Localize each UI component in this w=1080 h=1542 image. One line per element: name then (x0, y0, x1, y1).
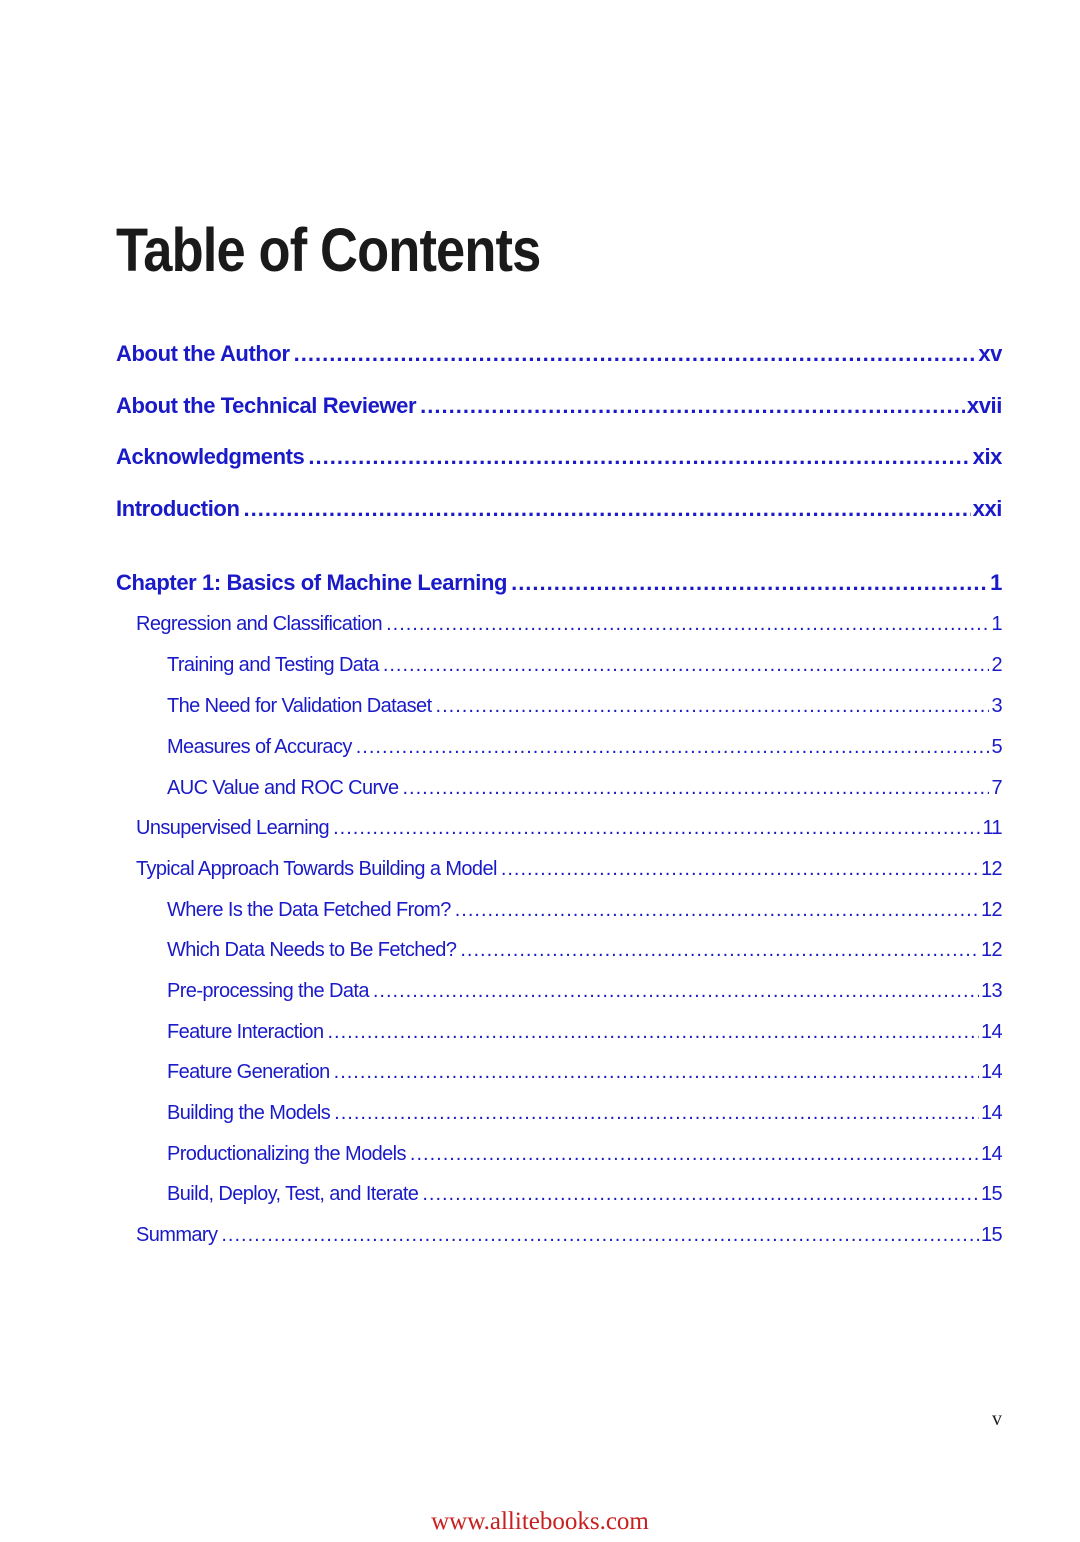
dot-leader (420, 391, 965, 421)
dot-leader (294, 339, 977, 369)
toc-entry-where-is-data-fetched[interactable] (167, 897, 1002, 923)
toc-entry-title: Introduction (116, 496, 240, 521)
toc-page-number: 15 (980, 1183, 1002, 1205)
toc-page-number: 2 (991, 654, 1002, 676)
toc-entry-which-data-needs-fetching[interactable] (167, 937, 1002, 963)
toc-entry-feature-generation[interactable] (167, 1059, 1002, 1085)
toc-entry-title: Acknowledgments (116, 444, 305, 469)
toc-entry-regression-and-classification[interactable] (136, 611, 1002, 637)
toc-page-number: 7 (991, 777, 1002, 799)
dot-leader (410, 1141, 979, 1167)
toc-entry-title: Which Data Needs to Be Fetched? (167, 939, 457, 961)
toc-page-number: xvii (966, 393, 1002, 418)
toc-page-number: 13 (980, 980, 1002, 1002)
toc-entry-title: Unsupervised Learning (136, 817, 330, 839)
dot-leader (373, 978, 979, 1004)
toc-page-number: 5 (991, 736, 1002, 758)
watermark-url: www.allitebooks.com (431, 1508, 649, 1535)
toc-entry-title: Build, Deploy, Test, and Iterate (167, 1183, 419, 1205)
page-folio: v (992, 1408, 1002, 1430)
toc-entry-title: About the Author (116, 341, 290, 366)
toc-entry-title: Where Is the Data Fetched From? (167, 899, 451, 921)
toc-page-number: 12 (980, 899, 1002, 921)
dot-leader (422, 1181, 979, 1207)
page-title: Table of Contents (116, 216, 541, 284)
toc-entry-measures-of-accuracy[interactable] (167, 734, 1002, 760)
toc-entry-title: The Need for Validation Dataset (167, 695, 432, 717)
toc-page-number: 14 (980, 1021, 1002, 1043)
dot-leader (356, 734, 990, 760)
toc-entry-title: Training and Testing Data (167, 654, 379, 676)
toc-page-number: 3 (991, 695, 1002, 717)
toc-entry-title: Feature Interaction (167, 1021, 324, 1043)
toc-entry-typical-approach[interactable] (136, 856, 1002, 882)
toc-entry-about-the-technical-reviewer[interactable] (116, 391, 1002, 421)
toc-page-number: 14 (980, 1102, 1002, 1124)
toc-entry-pre-processing-the-data[interactable] (167, 978, 1002, 1004)
dot-leader (244, 494, 971, 524)
toc-entry-title: AUC Value and ROC Curve (167, 777, 399, 799)
toc-page-number: 1 (991, 613, 1002, 635)
dot-leader (436, 693, 990, 719)
toc-entry-acknowledgments[interactable] (116, 442, 1002, 472)
toc-page-number: xxi (972, 496, 1002, 521)
toc-entry-about-the-author[interactable] (116, 339, 1002, 369)
dot-leader (308, 442, 970, 472)
toc-page-number: 14 (980, 1143, 1002, 1165)
toc-page-number: xv (978, 341, 1002, 366)
dot-leader (511, 568, 988, 598)
toc-entry-title: Regression and Classification (136, 613, 383, 635)
dot-leader (221, 1222, 979, 1248)
toc-entry-chapter-1[interactable] (116, 568, 1002, 598)
dot-leader (386, 611, 989, 637)
toc-entry-feature-interaction[interactable] (167, 1019, 1002, 1045)
dot-leader (460, 937, 979, 963)
toc-entry-title: Building the Models (167, 1102, 331, 1124)
dot-leader (455, 897, 979, 923)
toc-page-number: 1 (990, 570, 1002, 595)
toc-entry-need-for-validation-dataset[interactable] (167, 693, 1002, 719)
toc-page-number: 15 (980, 1224, 1002, 1246)
toc-entry-title: Feature Generation (167, 1061, 330, 1083)
toc-entry-title: Pre-processing the Data (167, 980, 369, 1002)
dot-leader (383, 652, 990, 678)
toc-entry-summary[interactable] (136, 1222, 1002, 1248)
dot-leader (334, 1059, 979, 1085)
toc-entry-build-deploy-test-iterate[interactable] (167, 1181, 1002, 1207)
dot-leader (327, 1019, 978, 1045)
toc-entry-title: About the Technical Reviewer (116, 393, 417, 418)
toc-entry-unsupervised-learning[interactable] (136, 815, 1002, 841)
toc-entry-auc-value-and-roc-curve[interactable] (167, 775, 1002, 801)
dot-leader (501, 856, 979, 882)
toc-entry-building-the-models[interactable] (167, 1100, 1002, 1126)
toc-page-number: 11 (982, 817, 1002, 839)
toc-entry-title: Productionalizing the Models (167, 1143, 406, 1165)
toc-entry-title: Measures of Accuracy (167, 736, 352, 758)
toc-entry-introduction[interactable] (116, 494, 1002, 524)
toc-entry-training-and-testing-data[interactable] (167, 652, 1002, 678)
toc-entry-title: Chapter 1: Basics of Machine Learning (116, 570, 508, 595)
toc-entry-productionalizing-the-models[interactable] (167, 1141, 1002, 1167)
toc-page-number: xix (972, 444, 1002, 469)
toc-entry-title: Typical Approach Towards Building a Model (136, 858, 497, 880)
toc-page-number: 14 (980, 1061, 1002, 1083)
dot-leader (402, 775, 989, 801)
toc-page-number: 12 (980, 858, 1002, 880)
dot-leader (334, 1100, 979, 1126)
toc-page-number: 12 (980, 939, 1002, 961)
dot-leader (333, 815, 980, 841)
toc-entry-title: Summary (136, 1224, 218, 1246)
